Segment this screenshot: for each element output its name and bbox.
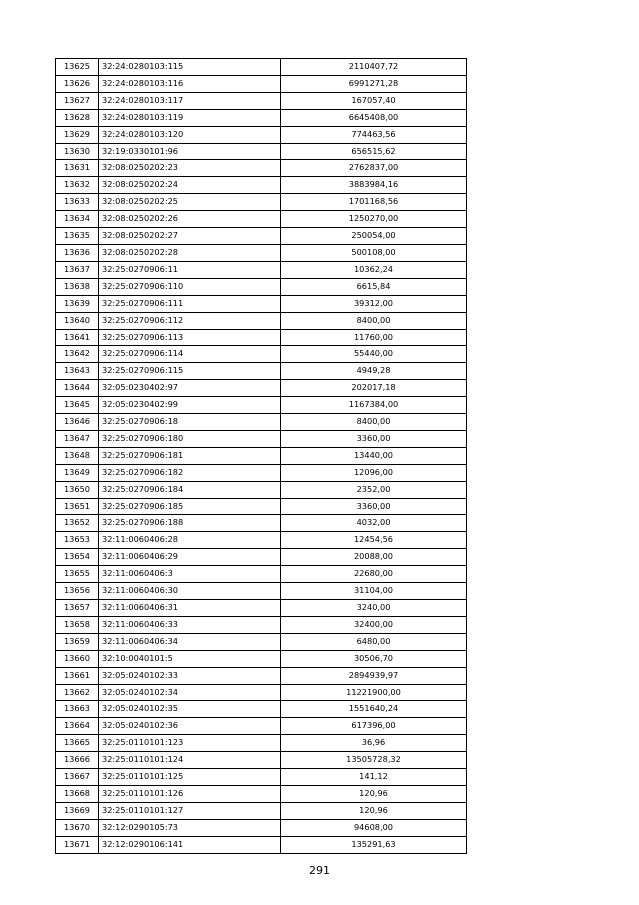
value-cell: 11221900,00 bbox=[281, 684, 467, 701]
table-row bbox=[56, 414, 467, 431]
table-row bbox=[56, 346, 467, 363]
cadastral-number-cell: 32:25:0110101:126 bbox=[99, 785, 281, 802]
cadastral-number-cell: 32:05:0240102:33 bbox=[99, 667, 281, 684]
cadastral-number-cell: 32:12:0290105:73 bbox=[99, 819, 281, 836]
cadastral-number-cell: 32:25:0270906:180 bbox=[99, 430, 281, 447]
table-row bbox=[56, 464, 467, 481]
row-number-cell: 13643 bbox=[56, 363, 99, 380]
cadastral-number-cell: 32:24:0280103:116 bbox=[99, 75, 281, 92]
value-cell: 13440,00 bbox=[281, 447, 467, 464]
value-cell: 10362,24 bbox=[281, 261, 467, 278]
cadastral-number-cell: 32:25:0270906:111 bbox=[99, 295, 281, 312]
row-number-cell: 13653 bbox=[56, 532, 99, 549]
row-number-cell: 13645 bbox=[56, 397, 99, 414]
cadastral-number-cell: 32:25:0110101:125 bbox=[99, 769, 281, 786]
table-row bbox=[56, 701, 467, 718]
value-cell: 3360,00 bbox=[281, 498, 467, 515]
row-number-cell: 13663 bbox=[56, 701, 99, 718]
row-number-cell: 13656 bbox=[56, 583, 99, 600]
row-number-cell: 13639 bbox=[56, 295, 99, 312]
table-row bbox=[56, 566, 467, 583]
table-row bbox=[56, 836, 467, 853]
value-cell: 55440,00 bbox=[281, 346, 467, 363]
value-cell: 6480,00 bbox=[281, 633, 467, 650]
cadastral-number-cell: 32:25:0270906:113 bbox=[99, 329, 281, 346]
value-cell: 6615,84 bbox=[281, 278, 467, 295]
row-number-cell: 13636 bbox=[56, 244, 99, 261]
cadastral-number-cell: 32:05:0240102:36 bbox=[99, 718, 281, 735]
cadastral-number-cell: 32:05:0230402:99 bbox=[99, 397, 281, 414]
cadastral-number-cell: 32:08:0250202:24 bbox=[99, 177, 281, 194]
value-cell: 2894939,97 bbox=[281, 667, 467, 684]
row-number-cell: 13649 bbox=[56, 464, 99, 481]
value-cell: 94608,00 bbox=[281, 819, 467, 836]
value-cell: 3360,00 bbox=[281, 430, 467, 447]
cadastral-number-cell: 32:25:0270906:110 bbox=[99, 278, 281, 295]
table-row bbox=[56, 312, 467, 329]
row-number-cell: 13661 bbox=[56, 667, 99, 684]
value-cell: 6645408,00 bbox=[281, 109, 467, 126]
row-number-cell: 13632 bbox=[56, 177, 99, 194]
table-row bbox=[56, 261, 467, 278]
row-number-cell: 13625 bbox=[56, 59, 99, 76]
cadastral-number-cell: 32:25:0270906:18 bbox=[99, 414, 281, 431]
row-number-cell: 13629 bbox=[56, 126, 99, 143]
table-row bbox=[56, 802, 467, 819]
table-row bbox=[56, 59, 467, 76]
cadastral-number-cell: 32:24:0280103:115 bbox=[99, 59, 281, 76]
value-cell: 656515,62 bbox=[281, 143, 467, 160]
row-number-cell: 13626 bbox=[56, 75, 99, 92]
value-cell: 3240,00 bbox=[281, 600, 467, 617]
value-cell: 617396,00 bbox=[281, 718, 467, 735]
cadastral-number-cell: 32:25:0270906:185 bbox=[99, 498, 281, 515]
value-cell: 13505728,32 bbox=[281, 752, 467, 769]
row-number-cell: 13654 bbox=[56, 549, 99, 566]
table-row bbox=[56, 769, 467, 786]
cadastral-number-cell: 32:05:0240102:34 bbox=[99, 684, 281, 701]
cadastral-number-cell: 32:19:0330101:96 bbox=[99, 143, 281, 160]
table-body bbox=[56, 59, 467, 854]
value-cell: 22680,00 bbox=[281, 566, 467, 583]
value-cell: 8400,00 bbox=[281, 312, 467, 329]
table-row bbox=[56, 194, 467, 211]
table-row bbox=[56, 211, 467, 228]
table-row bbox=[56, 718, 467, 735]
value-cell: 11760,00 bbox=[281, 329, 467, 346]
cadastral-number-cell: 32:08:0250202:25 bbox=[99, 194, 281, 211]
value-cell: 6991271,28 bbox=[281, 75, 467, 92]
value-cell: 202017,18 bbox=[281, 380, 467, 397]
table-row bbox=[56, 447, 467, 464]
table-row bbox=[56, 752, 467, 769]
table-row bbox=[56, 329, 467, 346]
cadastral-number-cell: 32:10:0040101:5 bbox=[99, 650, 281, 667]
value-cell: 2352,00 bbox=[281, 481, 467, 498]
cadastral-number-cell: 32:08:0250202:28 bbox=[99, 244, 281, 261]
table-row bbox=[56, 430, 467, 447]
value-cell: 8400,00 bbox=[281, 414, 467, 431]
value-cell: 500108,00 bbox=[281, 244, 467, 261]
value-cell: 2110407,72 bbox=[281, 59, 467, 76]
row-number-cell: 13648 bbox=[56, 447, 99, 464]
value-cell: 1250270,00 bbox=[281, 211, 467, 228]
row-number-cell: 13641 bbox=[56, 329, 99, 346]
row-number-cell: 13669 bbox=[56, 802, 99, 819]
value-cell: 120,96 bbox=[281, 802, 467, 819]
table-row bbox=[56, 363, 467, 380]
row-number-cell: 13647 bbox=[56, 430, 99, 447]
value-cell: 12454,56 bbox=[281, 532, 467, 549]
value-cell: 167057,40 bbox=[281, 92, 467, 109]
value-cell: 20088,00 bbox=[281, 549, 467, 566]
value-cell: 774463,56 bbox=[281, 126, 467, 143]
table-row bbox=[56, 735, 467, 752]
cadastral-number-cell: 32:08:0250202:26 bbox=[99, 211, 281, 228]
cadastral-number-cell: 32:25:0270906:114 bbox=[99, 346, 281, 363]
table-row bbox=[56, 75, 467, 92]
table-row bbox=[56, 177, 467, 194]
value-cell: 4949,28 bbox=[281, 363, 467, 380]
row-number-cell: 13660 bbox=[56, 650, 99, 667]
table-row bbox=[56, 228, 467, 245]
cadastral-number-cell: 32:24:0280103:117 bbox=[99, 92, 281, 109]
row-number-cell: 13642 bbox=[56, 346, 99, 363]
cadastral-number-cell: 32:25:0270906:188 bbox=[99, 515, 281, 532]
cadastral-number-cell: 32:11:0060406:33 bbox=[99, 616, 281, 633]
row-number-cell: 13667 bbox=[56, 769, 99, 786]
value-cell: 39312,00 bbox=[281, 295, 467, 312]
cadastral-number-cell: 32:11:0060406:3 bbox=[99, 566, 281, 583]
value-cell: 141,12 bbox=[281, 769, 467, 786]
row-number-cell: 13658 bbox=[56, 616, 99, 633]
row-number-cell: 13651 bbox=[56, 498, 99, 515]
table-row bbox=[56, 126, 467, 143]
table-row bbox=[56, 109, 467, 126]
cadastral-number-cell: 32:25:0270906:11 bbox=[99, 261, 281, 278]
cadastral-number-cell: 32:05:0240102:35 bbox=[99, 701, 281, 718]
row-number-cell: 13637 bbox=[56, 261, 99, 278]
row-number-cell: 13638 bbox=[56, 278, 99, 295]
table-row bbox=[56, 600, 467, 617]
table-row bbox=[56, 397, 467, 414]
table-row bbox=[56, 515, 467, 532]
table-row bbox=[56, 278, 467, 295]
cadastral-number-cell: 32:25:0270906:115 bbox=[99, 363, 281, 380]
table-row bbox=[56, 549, 467, 566]
cadastral-number-cell: 32:11:0060406:34 bbox=[99, 633, 281, 650]
row-number-cell: 13665 bbox=[56, 735, 99, 752]
table-row bbox=[56, 785, 467, 802]
value-cell: 135291,63 bbox=[281, 836, 467, 853]
value-cell: 4032,00 bbox=[281, 515, 467, 532]
data-table bbox=[55, 58, 467, 854]
row-number-cell: 13630 bbox=[56, 143, 99, 160]
row-number-cell: 13664 bbox=[56, 718, 99, 735]
value-cell: 31104,00 bbox=[281, 583, 467, 600]
row-number-cell: 13657 bbox=[56, 600, 99, 617]
row-number-cell: 13644 bbox=[56, 380, 99, 397]
row-number-cell: 13659 bbox=[56, 633, 99, 650]
row-number-cell: 13666 bbox=[56, 752, 99, 769]
table-row bbox=[56, 244, 467, 261]
page-number: 291 bbox=[309, 864, 330, 877]
table-row bbox=[56, 295, 467, 312]
cadastral-number-cell: 32:11:0060406:28 bbox=[99, 532, 281, 549]
table-row bbox=[56, 819, 467, 836]
value-cell: 32400,00 bbox=[281, 616, 467, 633]
cadastral-number-cell: 32:11:0060406:30 bbox=[99, 583, 281, 600]
cadastral-number-cell: 32:24:0280103:120 bbox=[99, 126, 281, 143]
value-cell: 1551640,24 bbox=[281, 701, 467, 718]
table-row bbox=[56, 583, 467, 600]
table-row bbox=[56, 143, 467, 160]
table-row bbox=[56, 92, 467, 109]
value-cell: 250054,00 bbox=[281, 228, 467, 245]
cadastral-number-cell: 32:25:0270906:181 bbox=[99, 447, 281, 464]
cadastral-number-cell: 32:11:0060406:29 bbox=[99, 549, 281, 566]
row-number-cell: 13650 bbox=[56, 481, 99, 498]
table-row bbox=[56, 616, 467, 633]
table-row bbox=[56, 498, 467, 515]
row-number-cell: 13670 bbox=[56, 819, 99, 836]
row-number-cell: 13627 bbox=[56, 92, 99, 109]
row-number-cell: 13655 bbox=[56, 566, 99, 583]
cadastral-number-cell: 32:08:0250202:23 bbox=[99, 160, 281, 177]
cadastral-number-cell: 32:12:0290106:141 bbox=[99, 836, 281, 853]
cadastral-number-cell: 32:25:0110101:127 bbox=[99, 802, 281, 819]
cadastral-number-cell: 32:24:0280103:119 bbox=[99, 109, 281, 126]
value-cell: 1167384,00 bbox=[281, 397, 467, 414]
value-cell: 3883984,16 bbox=[281, 177, 467, 194]
cadastral-number-cell: 32:08:0250202:27 bbox=[99, 228, 281, 245]
table-row bbox=[56, 481, 467, 498]
table-row bbox=[56, 684, 467, 701]
table-row bbox=[56, 532, 467, 549]
row-number-cell: 13631 bbox=[56, 160, 99, 177]
value-cell: 36,96 bbox=[281, 735, 467, 752]
value-cell: 30506,70 bbox=[281, 650, 467, 667]
row-number-cell: 13652 bbox=[56, 515, 99, 532]
row-number-cell: 13633 bbox=[56, 194, 99, 211]
cadastral-number-cell: 32:25:0110101:123 bbox=[99, 735, 281, 752]
row-number-cell: 13628 bbox=[56, 109, 99, 126]
table-row bbox=[56, 380, 467, 397]
cadastral-number-cell: 32:25:0270906:112 bbox=[99, 312, 281, 329]
cadastral-number-cell: 32:25:0270906:184 bbox=[99, 481, 281, 498]
value-cell: 1701168,56 bbox=[281, 194, 467, 211]
row-number-cell: 13634 bbox=[56, 211, 99, 228]
row-number-cell: 13671 bbox=[56, 836, 99, 853]
value-cell: 12096,00 bbox=[281, 464, 467, 481]
cadastral-number-cell: 32:11:0060406:31 bbox=[99, 600, 281, 617]
table-row bbox=[56, 667, 467, 684]
row-number-cell: 13668 bbox=[56, 785, 99, 802]
cadastral-number-cell: 32:25:0270906:182 bbox=[99, 464, 281, 481]
table-row bbox=[56, 633, 467, 650]
row-number-cell: 13640 bbox=[56, 312, 99, 329]
value-cell: 2762837,00 bbox=[281, 160, 467, 177]
table-row bbox=[56, 650, 467, 667]
cadastral-number-cell: 32:05:0230402:97 bbox=[99, 380, 281, 397]
value-cell: 120,96 bbox=[281, 785, 467, 802]
row-number-cell: 13662 bbox=[56, 684, 99, 701]
table-row bbox=[56, 160, 467, 177]
row-number-cell: 13635 bbox=[56, 228, 99, 245]
cadastral-number-cell: 32:25:0110101:124 bbox=[99, 752, 281, 769]
row-number-cell: 13646 bbox=[56, 414, 99, 431]
